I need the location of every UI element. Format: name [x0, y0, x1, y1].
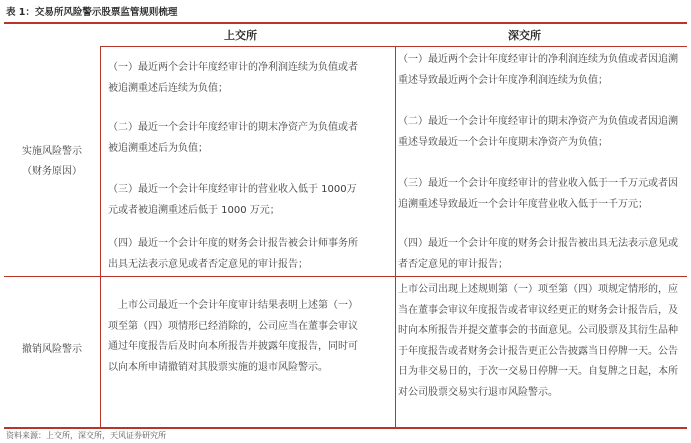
szse-revoke-text: 上市公司出现上述规则第（一）项至第（四）项规定情形的，应当在董事会审议年度报告或者审议经更正的财务会计报告后，及时向本所报告并提交董事会的书面意见。公司股票及其衍生品种于年度报告或者财务会计报告更正公告披露当日停牌一天。公告日为非交易日的，于次一交易日停牌一天。自复牌之日起，本所对公司股票交易实行退市风险警示。	[398, 284, 678, 398]
row-label-line: 撤销风险警示	[22, 344, 82, 355]
header-sse: 上交所	[224, 29, 257, 42]
sse-rule-1: （一）最近两个会计年度经审计的净利润连续为负值或者被追溯重述后连续为负值；	[108, 62, 358, 94]
sse-rule-4: （四）最近一个会计年度的财务会计报告被会计师事务所出具无法表示意见或者否定意见的审计报告；	[108, 238, 358, 270]
row-divider	[4, 276, 687, 277]
row-label-line: （财务原因）	[22, 166, 82, 177]
source-note: 资料来源：上交所，深交所，天风证券研究所	[6, 431, 166, 440]
header-rule	[100, 46, 687, 47]
top-rule	[4, 22, 687, 24]
szse-rule-4: （四）最近一个会计年度的财务会计报告被出具无法表示意见或者否定意见的审计报告；	[398, 238, 678, 270]
sse-revoke-text: 上市公司最近一个会计年度审计结果表明上述第（一）项至第（四）项情形已经消除的，公司应当在董事会审议通过年度报告后及时向本所报告并披露年度报告，同时可以向本所申请撤销对其股票实施的退市风险警示。	[108, 300, 358, 373]
bottom-rule	[4, 427, 687, 429]
szse-rule-3: （三）最近一个会计年度经审计的营业收入低于一千万元或者因追溯重述导致最近一个会计年度营业收入低于一千万元；	[398, 178, 678, 210]
column-divider-left	[100, 46, 101, 428]
column-divider-right	[395, 46, 396, 428]
szse-rule-2: （二）最近一个会计年度经审计的期末净资产为负值或者因追溯重述导致最近一个会计年度期末净资产为负值；	[398, 116, 678, 148]
sse-rule-3: （三）最近一个会计年度经审计的营业收入低于 1000万元或者被追溯重述后低于 1000 万元；	[108, 184, 357, 216]
table-title: 表 1：交易所风险警示股票监管规则梳理	[6, 7, 178, 18]
header-szse: 深交所	[508, 29, 541, 42]
szse-rule-1: （一）最近两个会计年度经审计的净利润连续为负值或者因追溯重述导致最近两个会计年度净利润连续为负值；	[398, 54, 678, 86]
sse-rule-2: （二）最近一个会计年度经审计的期末净资产为负值或者被追溯重述后为负值；	[108, 122, 358, 154]
row-label-impose	[4, 142, 100, 182]
row-label-revoke	[4, 340, 100, 360]
row-label-line: 实施风险警示	[22, 146, 82, 157]
